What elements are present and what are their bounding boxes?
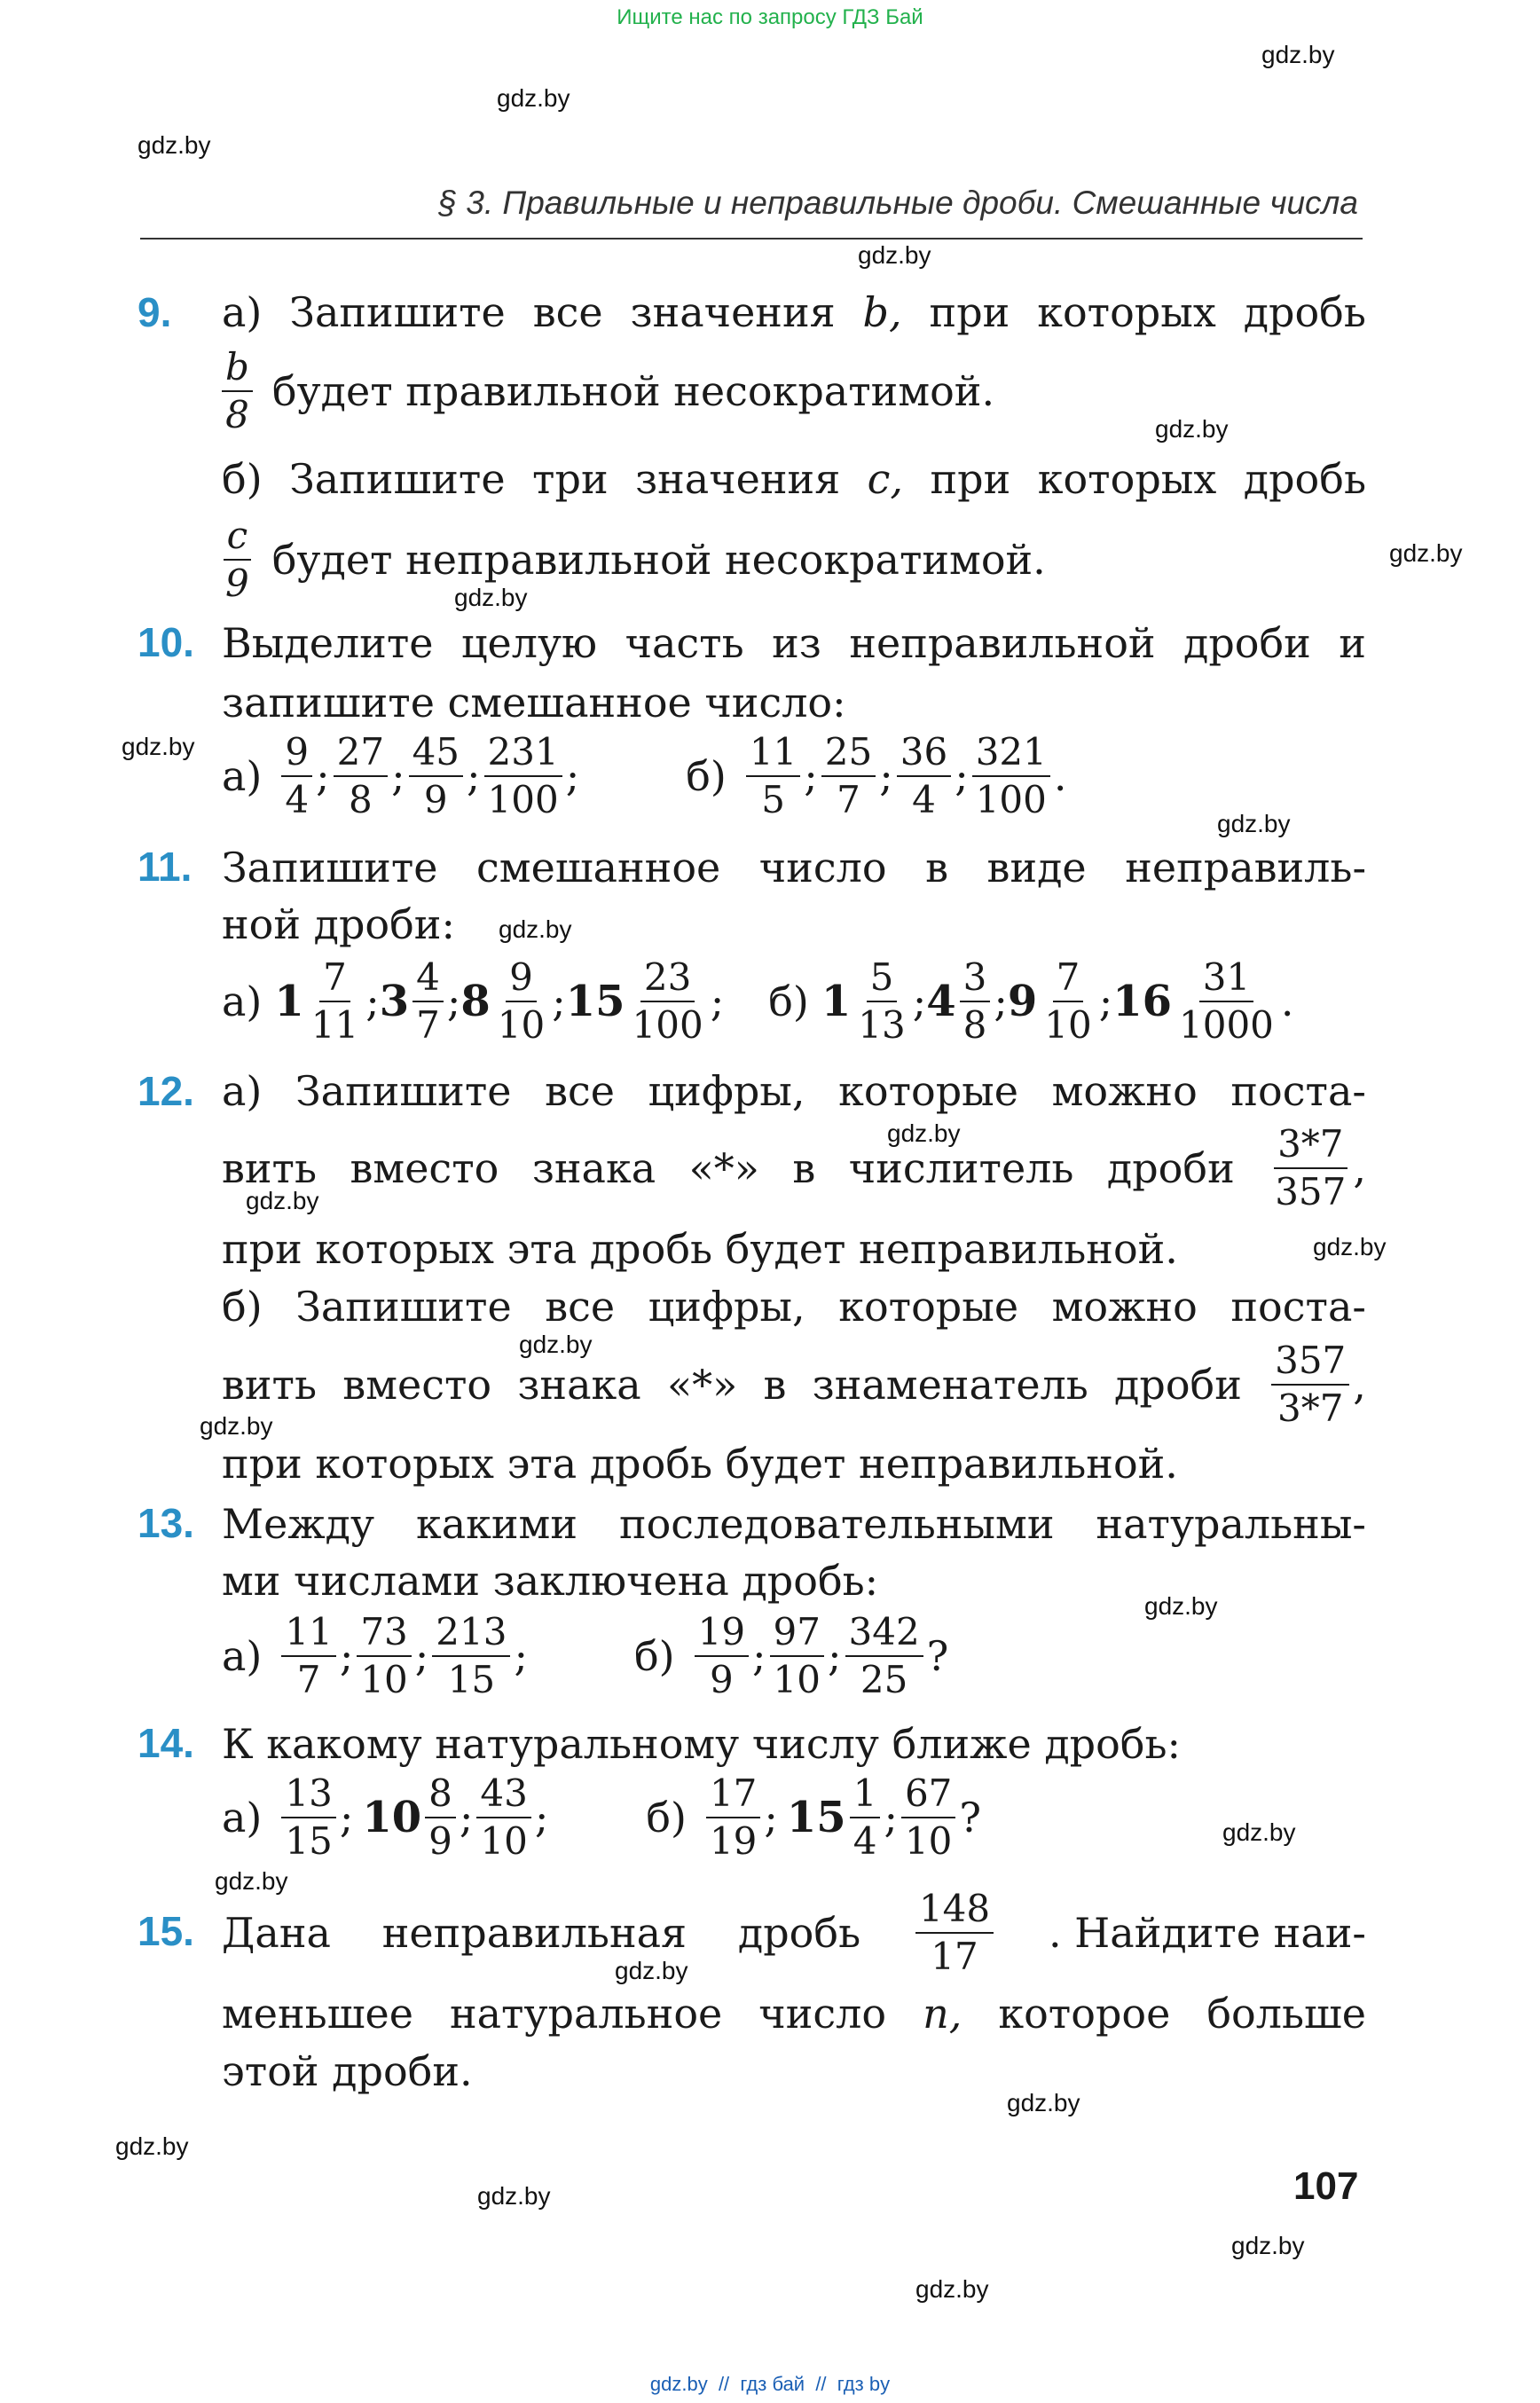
header-divider: [140, 238, 1363, 240]
fraction: 36 4: [897, 733, 951, 820]
watermark: gdz.by: [499, 915, 572, 943]
task-12a-line-1: а) Запишите все цифры, которые можно поста-: [222, 1067, 1366, 1115]
task-9b-line-2: c 9 будет неправильной несократимой.: [218, 516, 1046, 603]
fraction: 9 4: [281, 733, 312, 820]
task-number: 15.: [138, 1908, 194, 1954]
task-9b-line-1: б) Запишите три значения c, при которых дробь: [222, 455, 1366, 503]
watermark: gdz.by: [1313, 1233, 1387, 1260]
fraction: 11 7: [281, 1613, 335, 1700]
task-number: 9.: [138, 289, 172, 335]
top-banner[interactable]: Ищите нас по запросу ГДЗ Бай: [617, 5, 923, 29]
fraction: 19 9: [695, 1613, 749, 1700]
fraction: 231 100: [484, 733, 562, 820]
watermark: gdz.by: [1222, 1818, 1296, 1846]
watermark: gdz.by: [246, 1187, 319, 1214]
task-12b-line-2: вить вместо знака «*» в знаменатель дроби 357 3*7 ,: [222, 1339, 1366, 1431]
watermark: gdz.by: [615, 1957, 688, 1984]
task-11-line-2: ной дроби:: [222, 900, 455, 948]
fraction: 27 8: [334, 733, 388, 820]
task-9a-line-2: b 8 будет правильной несократимой.: [218, 348, 994, 435]
task-10-items: а) 9 4 ; 27 8 ; 45 9 ; 231 100 ; б) 11 5 ; 25 7 ; 36 4 ; 321 100 .: [222, 730, 1067, 822]
fraction: b 8: [222, 348, 253, 435]
fraction: 97 10: [770, 1613, 824, 1700]
watermark: gdz.by: [200, 1412, 273, 1440]
fraction: 3*7 357: [1275, 1122, 1347, 1214]
task-12b-line-1: б) Запишите все цифры, которые можно поста-: [222, 1283, 1366, 1331]
task-11-line-1: Запишите смешанное число в виде неправиль-: [222, 844, 1366, 891]
fraction: 8 9: [425, 1774, 456, 1861]
fraction: 17 19: [706, 1774, 760, 1861]
page-number: 107: [1293, 2164, 1359, 2208]
watermark: gdz.by: [497, 84, 570, 112]
fraction: 3 8: [960, 958, 991, 1045]
fraction: 213 15: [432, 1613, 510, 1700]
watermark: gdz.by: [1231, 2232, 1305, 2259]
watermark: gdz.by: [1261, 41, 1335, 68]
fraction: 342 25: [845, 1613, 923, 1700]
watermark: gdz.by: [1007, 2089, 1080, 2116]
task-10-line-1: Выделите целую часть из неправильной дроби и: [222, 619, 1366, 667]
task-12b-line-3: при которых эта дробь будет неправильной.: [222, 1440, 1178, 1488]
fraction: c 9: [222, 516, 253, 603]
fraction: 7 11: [310, 955, 359, 1048]
task-12a-line-2: вить вместо знака «*» в числитель дроби 3*7 357 ,: [222, 1122, 1366, 1214]
watermark: gdz.by: [115, 2132, 189, 2160]
task-15-line-3: этой дроби.: [222, 2047, 473, 2095]
fraction: 321 100: [972, 733, 1050, 820]
watermark: gdz.by: [477, 2182, 551, 2210]
watermark: gdz.by: [915, 2275, 989, 2303]
fraction: 5 13: [858, 955, 906, 1048]
fraction: 23 100: [632, 955, 703, 1048]
task-13-line-2: ми числами заключена дробь:: [222, 1557, 879, 1605]
watermark: gdz.by: [138, 131, 211, 159]
footer-links[interactable]: gdz.by // гдз бай // гдз by: [649, 2373, 891, 2395]
fraction: 67 10: [901, 1774, 955, 1861]
task-10-line-2: запишите смешанное число:: [222, 679, 846, 726]
task-15-line-1: Дана неправильная дробь 148 17 . Найдите наи-: [222, 1887, 1366, 1979]
watermark: gdz.by: [519, 1331, 593, 1358]
fraction: 357 3*7: [1271, 1341, 1349, 1428]
watermark: gdz.by: [1155, 415, 1229, 443]
task-number: 11.: [138, 844, 192, 890]
watermark: gdz.by: [122, 733, 195, 760]
fraction: 45 9: [409, 733, 463, 820]
task-15-line-2: меньшее натуральное число n, которое больше: [222, 1990, 1366, 2038]
fraction: 7 10: [1044, 955, 1092, 1048]
task-14-line-1: К какому натуральному числу ближе дробь:: [222, 1720, 1182, 1768]
fraction: 1 4: [850, 1774, 881, 1861]
task-13-line-1: Между какими последовательными натуральны-: [222, 1500, 1366, 1548]
section-header: § 3. Правильные и неправильные дроби. Смешанные числа: [438, 185, 1358, 221]
fraction: 73 10: [357, 1613, 411, 1700]
fraction: 11 5: [746, 733, 800, 820]
task-number: 13.: [138, 1500, 194, 1546]
watermark: gdz.by: [1144, 1592, 1218, 1620]
fraction: 25 7: [821, 733, 876, 820]
fraction: 13 15: [281, 1774, 335, 1861]
fraction: 9 10: [497, 955, 546, 1048]
task-number: 12.: [138, 1068, 194, 1114]
task-9a-line-1: а) Запишите все значения b, при которых дробь: [222, 288, 1366, 336]
watermark: gdz.by: [215, 1867, 288, 1895]
watermark: gdz.by: [887, 1119, 961, 1147]
fraction: 31 1000: [1179, 955, 1274, 1048]
fraction: 148 17: [915, 1889, 994, 1976]
task-11-items: а) 1 7 11 ; 3 4 7 ; 8 9 10 ; 15 23 100 ; б) 1 5 13 ; 4 3 8 ; 9 7 10 ; 16 31 1000 .: [222, 955, 1294, 1048]
watermark: gdz.by: [1217, 810, 1291, 837]
task-12a-line-3: при которых эта дробь будет неправильной.: [222, 1225, 1178, 1273]
task-number: 10.: [138, 619, 194, 665]
task-14-items: а) 13 15 ; 10 8 9 ; 43 10 ; б) 17 19 ; 15 1 4 ; 67 10 ?: [222, 1771, 982, 1864]
watermark: gdz.by: [858, 241, 931, 269]
watermark: gdz.by: [1389, 539, 1463, 567]
watermark: gdz.by: [454, 584, 528, 611]
fraction: 43 10: [476, 1774, 530, 1861]
task-number: 14.: [138, 1720, 194, 1766]
task-13-items: а) 11 7 ; 73 10 ; 213 15 ; б) 19 9 ; 97 10 ; 342 25 ?: [222, 1610, 949, 1702]
fraction: 4 7: [412, 958, 444, 1045]
